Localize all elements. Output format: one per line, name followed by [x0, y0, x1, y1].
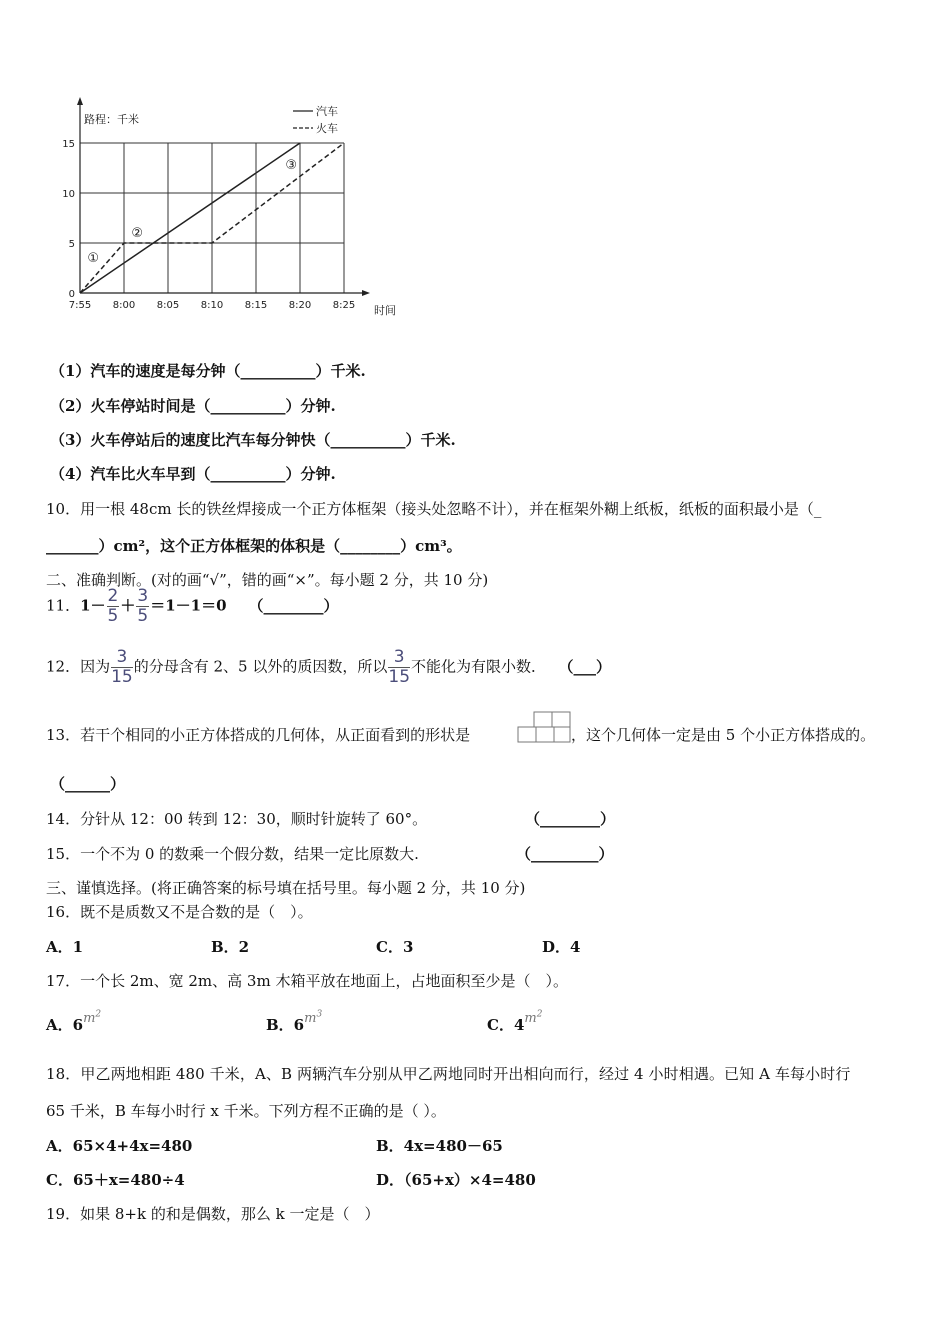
- q16-option-d[interactable]: D．4: [542, 938, 581, 956]
- y-tick-label: 10: [62, 189, 75, 200]
- unit-square-meter: $m^2$: [83, 1009, 102, 1026]
- y-axis-arrow: [77, 97, 83, 105]
- q13-text: 13．若干个相同的小正方体搭成的几何体，从正面看到的形状是: [46, 726, 471, 744]
- q15-answer-blank[interactable]: （_________）: [516, 845, 614, 863]
- x-tick-label: 8:00: [112, 300, 136, 311]
- q16-option-b[interactable]: B．2: [211, 938, 250, 956]
- q11: 11．1－ $\frac{2}{5}$ ＋ $\frac{3}{5}$ ＝1－1＝0 （________）: [46, 586, 339, 626]
- x-tick-label: 8:05: [156, 300, 180, 311]
- q15-text: 15．一个不为 0 的数乘一个假分数，结果一定比原数大.: [46, 845, 419, 863]
- q11-answer-blank[interactable]: （________）: [248, 596, 339, 615]
- q16-text: 16．既不是质数又不是合数的是（ ）。: [46, 903, 313, 921]
- q12-answer-blank[interactable]: （___）: [566, 657, 612, 676]
- q18-option-c[interactable]: C．65＋x=480÷4: [46, 1171, 185, 1189]
- q18-line2: 65 千米，B 车每小时行 x 千米。下列方程不正确的是（ ）。: [46, 1102, 446, 1120]
- y-tick-label: 0: [68, 289, 75, 300]
- q18-option-a[interactable]: A．65×4+4x=480: [46, 1137, 193, 1155]
- unit-square-meter-2: $m^2$: [524, 1009, 543, 1026]
- y-tick-label: 15: [62, 139, 75, 150]
- x-tick-label: 7:55: [68, 300, 92, 311]
- q17-text: 17．一个长 2m、宽 2m、高 3m 木箱平放在地面上，占地面积至少是（ ）。: [46, 972, 568, 990]
- q9-part2: （2）火车停站时间是（__________）分钟.: [50, 397, 336, 415]
- q18-option-b[interactable]: B．4x=480－65: [376, 1137, 503, 1155]
- q14-text: 14．分针从 12：00 转到 12：30，顺时针旋转了 60°。: [46, 810, 428, 828]
- q16-option-a[interactable]: A．1: [46, 938, 84, 956]
- segment-marker: ③: [285, 158, 298, 173]
- q16-option-c[interactable]: C．3: [376, 938, 414, 956]
- section2-title: 二、准确判断。(对的画“√”，错的画“×”。每小题 2 分，共 10 分): [46, 571, 489, 589]
- unit-cubic-meter: $m^3$: [304, 1009, 323, 1026]
- legend-label-car: 汽车: [316, 105, 338, 118]
- x-tick-label: 8:25: [332, 300, 356, 311]
- y-tick-label: 5: [68, 239, 75, 250]
- segment-marker: ①: [87, 251, 100, 266]
- x-axis-label: 时间: [374, 304, 396, 317]
- chart-axes: [77, 97, 396, 317]
- q18-line1: 18．甲乙两地相距 480 千米，A、B 两辆汽车分别从甲乙两地同时开出相向而行，经过 4 小时相遇。已知 A 车每小时行: [46, 1065, 851, 1083]
- segment-marker: ②: [131, 226, 144, 241]
- series-line-car: [80, 143, 300, 293]
- q12: 12．因为 $\frac{3}{15}$ 的分母含有 2、5 以外的质因数，所以 $\frac{3}{15}$ 不能化为有限小数． （___）: [46, 647, 612, 687]
- q13-text-2: ，这个几何体一定是由 5 个小正方体搭成的。: [571, 726, 876, 744]
- q17-option-c[interactable]: C．$4m^2$: [487, 1009, 543, 1034]
- x-tick-label: 8:10: [200, 300, 224, 311]
- x-tick-label: 8:20: [288, 300, 312, 311]
- q19-text: 19．如果 8+k 的和是偶数，那么 k 一定是（ ）: [46, 1205, 380, 1223]
- chart-legend: [293, 105, 338, 135]
- q11-number: 11．: [46, 596, 81, 615]
- legend-label-train: 火车: [316, 122, 338, 135]
- section3-title: 三、谨慎选择。(将正确答案的标号填在括号里。每小题 2 分，共 10 分): [46, 879, 526, 897]
- distance-time-chart: [50, 95, 420, 330]
- q10-line1: 10．用一根 48cm 长的铁丝焊接成一个正方体框架（接头处忽略不计），并在框架外糊上纸板，纸板的面积最小是（_: [46, 500, 822, 518]
- fraction-3-5: $\frac{3}{5}$: [137, 586, 149, 626]
- front-view-shape-icon: [516, 710, 572, 744]
- q14-answer-blank[interactable]: （________）: [525, 810, 616, 828]
- q10-line2: _______）cm²，这个正方体框架的体积是（________）cm³。: [46, 537, 462, 555]
- chart-grid: [80, 143, 344, 293]
- q17-option-a[interactable]: A．$6m^2$: [46, 1009, 102, 1034]
- x-axis-arrow: [362, 290, 370, 296]
- y-axis-label: 路程：千米: [84, 113, 139, 126]
- q9-part1: （1）汽车的速度是每分钟（__________）千米.: [50, 362, 366, 380]
- fraction-3-15-second: $\frac{3}{15}$: [388, 647, 411, 687]
- q9-part3: （3）火车停站后的速度比汽车每分钟快（__________）千米.: [50, 431, 456, 449]
- q12-number: 12．: [46, 657, 81, 676]
- q9-part4: （4）汽车比火车早到（__________）分钟.: [50, 465, 336, 483]
- q17-option-b[interactable]: B．$6m^3$: [266, 1009, 323, 1034]
- chart-ticks: [62, 139, 355, 311]
- q18-option-d[interactable]: D．（65+x）×4=480: [376, 1171, 536, 1189]
- q13-answer-blank[interactable]: （______）: [50, 775, 126, 793]
- fraction-2-5: $\frac{2}{5}$: [107, 586, 119, 626]
- x-tick-label: 8:15: [244, 300, 268, 311]
- fraction-3-15: $\frac{3}{15}$: [111, 647, 133, 687]
